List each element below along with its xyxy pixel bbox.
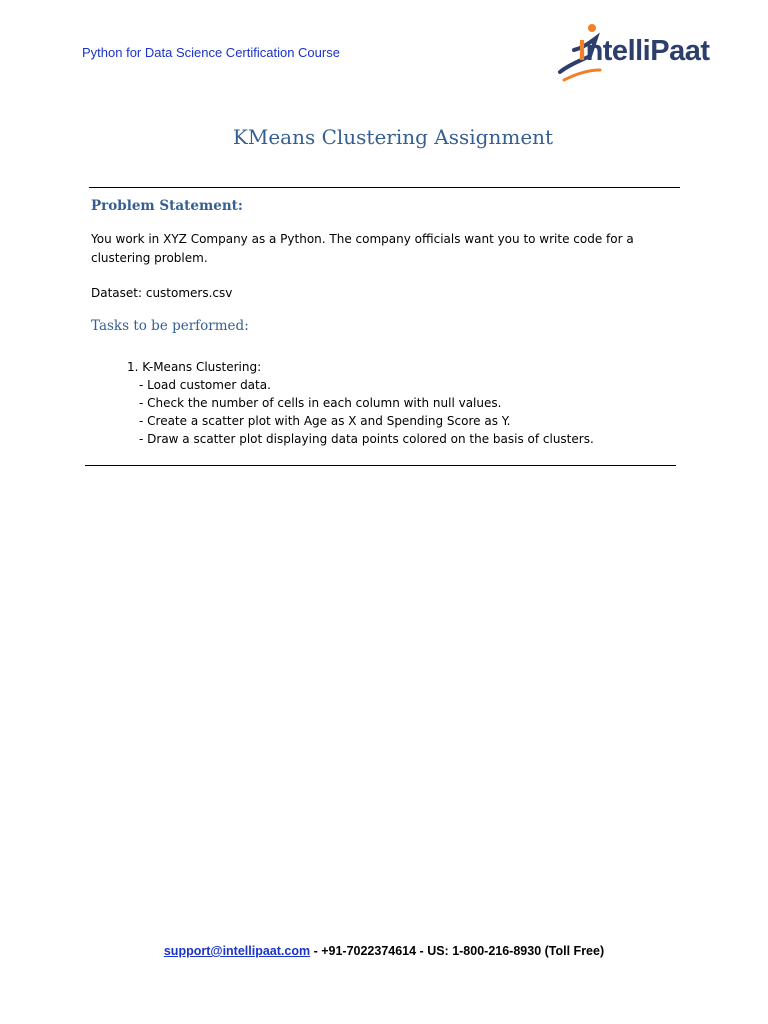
task-list (127, 358, 687, 448)
dataset-text: Dataset: customers.csv (91, 286, 233, 300)
logo-initial: I (578, 35, 586, 67)
logo-wordmark (578, 35, 710, 68)
footer-phone-numbers: - +91-7022374614 - US: 1-800-216-8930 (Toll Free) (310, 944, 605, 958)
task-subitem: - Draw a scatter plot displaying data points colored on the basis of clusters. (139, 432, 594, 446)
intellipaat-logo (556, 20, 726, 82)
problem-statement-heading: Problem Statement: (91, 198, 243, 214)
task-item: 1. K-Means Clustering: (127, 360, 262, 374)
support-email-link[interactable]: support@intellipaat.com (163, 944, 311, 958)
footer-contact (0, 944, 768, 958)
task-subitem: - Load customer data. (139, 378, 271, 392)
top-divider (89, 187, 680, 188)
document-title: KMeans Clustering Assignment (232, 125, 554, 149)
task-subitem: - Check the number of cells in each column with null values. (139, 396, 502, 410)
task-subitem: - Create a scatter plot with Age as X and Spending Score as Y. (139, 414, 511, 428)
logo-rest: ntelliPaat (585, 35, 710, 67)
bottom-divider (85, 465, 676, 466)
problem-statement-text: You work in XYZ Company as a Python. The company officials want you to write code for a clustering problem. (91, 232, 634, 265)
tasks-heading: Tasks to be performed: (91, 318, 249, 334)
course-title: Python for Data Science Certification Course (82, 45, 340, 60)
